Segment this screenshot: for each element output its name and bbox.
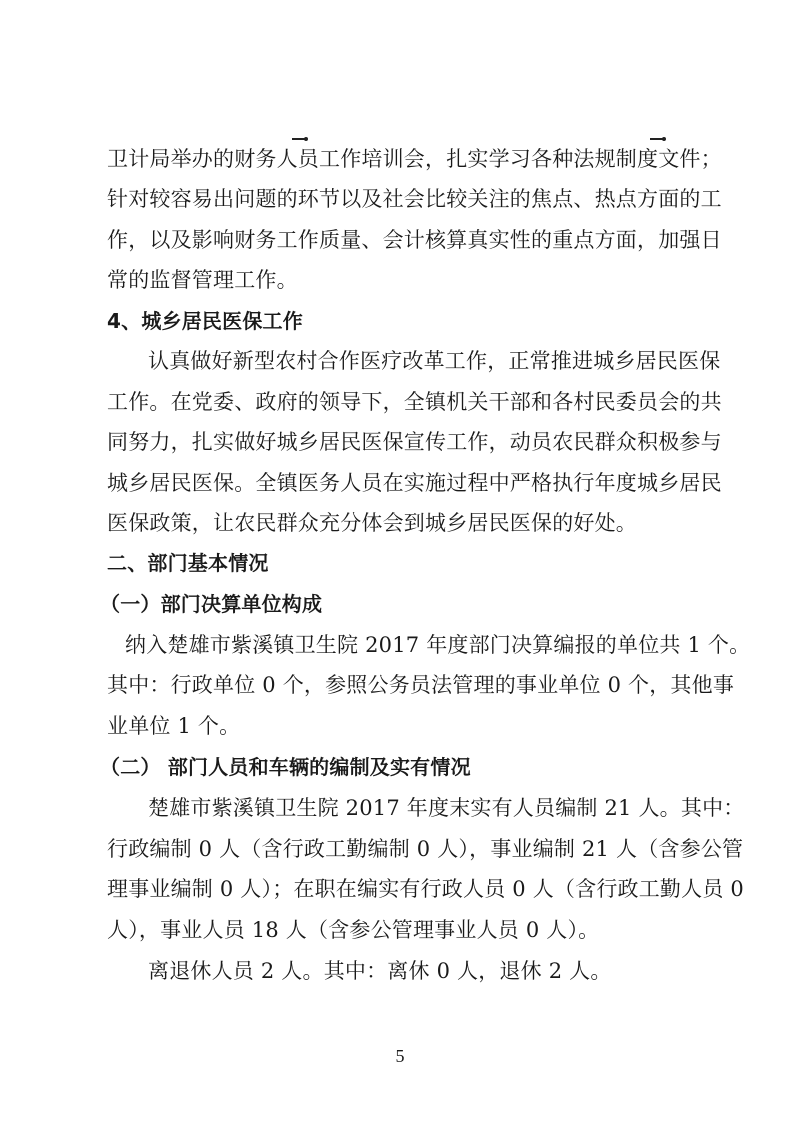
- paragraph-line: 认真做好新型农村合作医疗改革工作，正常推进城乡居民医保: [148, 349, 721, 373]
- paragraph-line: 医保政策，让农民群众充分体会到城乡居民医保的好处。: [107, 511, 637, 535]
- paragraph-line: 楚雄市紫溪镇卫生院 2017 年度末实有人员编制 21 人。其中：: [148, 796, 745, 820]
- paragraph-line: 业单位 1 个。: [107, 714, 241, 738]
- paragraph-line: 卫计局举办的财务人员工作培训会，扎实学习各种法规制度文件；: [107, 147, 722, 171]
- subsection-heading: （二） 部门人员和车辆的编制及实有情况: [100, 755, 471, 779]
- paragraph-line: 人），事业人员 18 人（含参公管理事业人员 0 人）。: [107, 918, 600, 942]
- paragraph-line: 其中：行政单位 0 个，参照公务员法管理的事业单位 0 个，其他事: [107, 673, 735, 697]
- paragraph-line: 纳入楚雄市紫溪镇卫生院 2017 年度部门决算编报的单位共 1 个。: [125, 633, 751, 657]
- paragraph-line: 行政编制 0 人（含行政工勤编制 0 人），事业编制 21 人（含参公管: [107, 837, 744, 861]
- part-heading: 二、部门基本情况: [107, 551, 269, 575]
- paragraph-line: 城乡居民医保。全镇医务人员在实施过程中严格执行年度城乡居民: [107, 471, 722, 495]
- paragraph-line: 理事业编制 0 人）；在职在编实有行政人员 0 人（含行政工勤人员 0: [107, 877, 744, 901]
- paragraph-line: 常的监督管理工作。: [107, 268, 298, 292]
- subsection-heading: （一）部门决算单位构成: [100, 592, 323, 616]
- paragraph-line: 针对较容易出问题的环节以及社会比较关注的焦点、热点方面的工: [107, 187, 722, 211]
- paragraph-line: 离退休人员 2 人。其中：离休 0 人，退休 2 人。: [148, 959, 612, 983]
- section-heading: 4、城乡居民医保工作: [107, 309, 303, 333]
- paragraph-line: 作，以及影响财务工作质量、会计核算真实性的重点方面，加强日: [107, 228, 722, 252]
- pen-mark: [650, 138, 664, 140]
- page-number: 5: [395, 1046, 405, 1066]
- pen-mark: [292, 138, 306, 140]
- paragraph-line: 工作。在党委、政府的领导下，全镇机关干部和各村民委员会的共: [107, 390, 722, 414]
- paragraph-line: 同努力，扎实做好城乡居民医保宣传工作，动员农民群众积极参与: [107, 430, 722, 454]
